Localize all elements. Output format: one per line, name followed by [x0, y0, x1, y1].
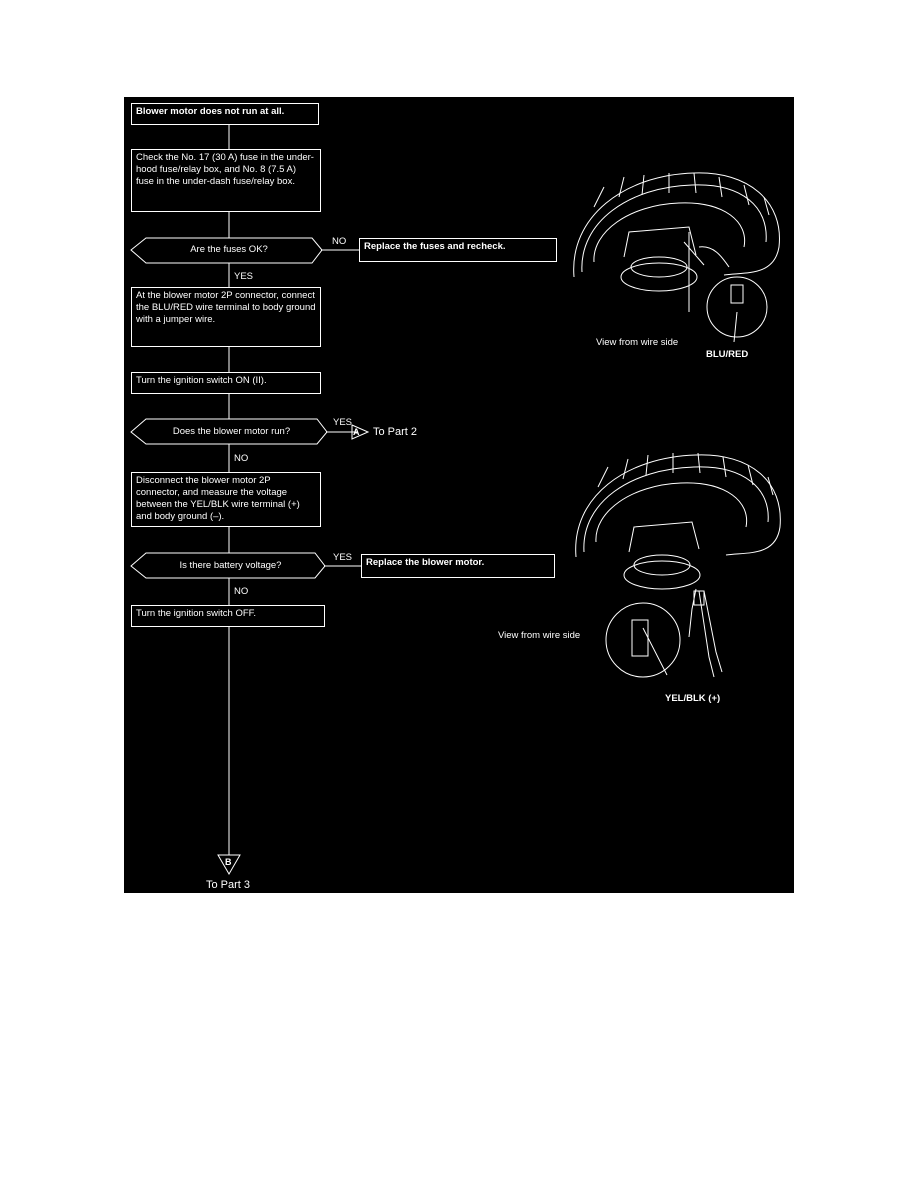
to-part-3-label: To Part 3 — [206, 879, 251, 891]
decision-battery-voltage — [146, 560, 315, 571]
measure-step-box — [131, 472, 321, 527]
blower-motor-bottom-illustration — [576, 453, 781, 677]
ignition-on-box — [131, 372, 321, 394]
label-no-3: NO — [234, 586, 249, 597]
ignition-off-box — [131, 605, 325, 627]
replace-fuses-text: Replace the fuses and recheck. — [364, 241, 506, 252]
top-view-label: View from wire side — [596, 337, 679, 348]
jumper-step-box — [131, 287, 321, 347]
diagram-panel — [124, 97, 794, 893]
connector-zoom-circle-top — [707, 277, 767, 337]
start-box — [131, 103, 319, 125]
label-no-1: NO — [332, 236, 347, 247]
bottom-view-label: View from wire side — [498, 630, 581, 641]
check-fuses-box — [131, 149, 321, 212]
measure-step-text: Disconnect the blower motor 2P connector, and measure the voltage between the YEL/BLK wire terminal (+) and body ground (–). — [136, 475, 300, 522]
to-part-2-label: To Part 2 — [373, 426, 418, 438]
decision-battery-voltage-text: Is there battery voltage? — [179, 560, 282, 571]
replace-motor-box — [361, 554, 555, 578]
blower-motor-top-illustration — [574, 173, 780, 342]
replace-fuses-box — [359, 238, 557, 262]
bottom-wire-label: YEL/BLK (+) — [665, 693, 721, 704]
ignition-on-text: Turn the ignition switch ON (II). — [136, 375, 267, 386]
label-yes-1: YES — [234, 271, 254, 282]
top-wire-label: BLU/RED — [706, 349, 749, 360]
connector-a-label: A — [353, 427, 360, 437]
decision-fuses-ok — [146, 244, 312, 255]
decision-blower-runs-text: Does the blower motor run? — [172, 426, 291, 437]
connector-zoom-circle-bottom — [606, 603, 680, 677]
decision-fuses-ok-text: Are the fuses OK? — [190, 244, 268, 255]
ignition-off-text: Turn the ignition switch OFF. — [136, 608, 257, 619]
label-yes-2: YES — [333, 417, 353, 428]
label-yes-3: YES — [333, 552, 353, 563]
connector-b-label: B — [225, 857, 232, 867]
start-text: Blower motor does not run at all. — [136, 106, 285, 117]
jumper-step-text: At the blower motor 2P connector, connect the BLU/RED wire terminal to body ground with a jumper wire. — [136, 290, 316, 325]
decision-blower-runs — [146, 426, 317, 437]
check-fuses-text: Check the No. 17 (30 A) fuse in the under-hood fuse/relay box, and No. 8 (7.5 A) fuse in the under-dash fuse/relay box. — [136, 152, 314, 187]
replace-motor-text: Replace the blower motor. — [366, 557, 485, 568]
label-no-2: NO — [234, 453, 249, 464]
